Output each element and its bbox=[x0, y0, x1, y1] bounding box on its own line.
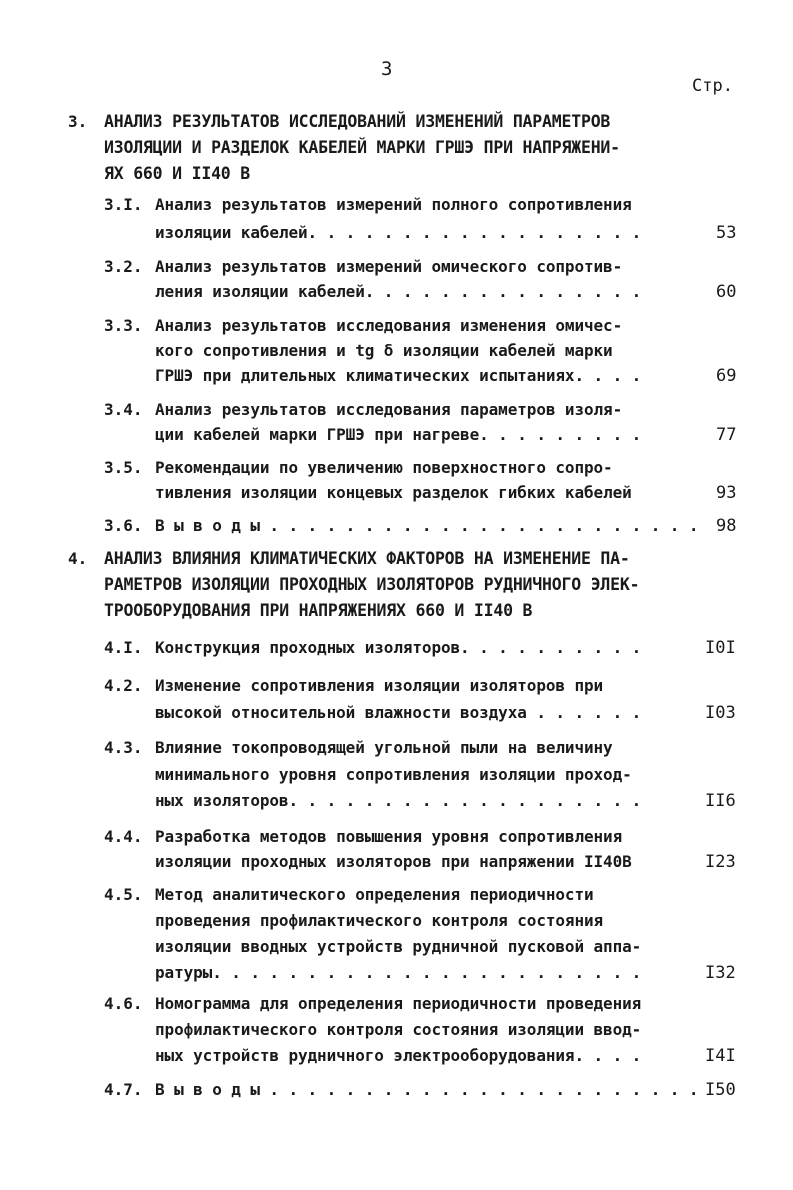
section-number: 4.4. bbox=[104, 827, 143, 846]
page-reference: II6 bbox=[705, 791, 736, 811]
section-title-line: изоляции вводных устройств рудничной пусковой аппа- bbox=[155, 937, 642, 956]
section-number: 3.I. bbox=[104, 195, 143, 214]
chapter-number: 4. bbox=[68, 549, 88, 568]
section-title-line: кого сопротивления и tg δ изоляции кабелей марки bbox=[155, 341, 613, 360]
page-reference: 98 bbox=[716, 516, 737, 536]
section-title-line: высокой относительной влажности воздуха . . . . . . bbox=[155, 703, 642, 722]
page-reference: 77 bbox=[716, 425, 737, 445]
section-title-line: Анализ результатов исследования параметров изоля- bbox=[155, 400, 623, 419]
section-title-line: Разработка методов повышения уровня сопротивления bbox=[155, 827, 623, 846]
section-title-line: Рекомендации по увеличению поверхностного сопро- bbox=[155, 458, 613, 477]
section-title-line: Анализ результатов исследования изменения омичес- bbox=[155, 316, 623, 335]
chapter-title-line: АНАЛИЗ РЕЗУЛЬТАТОВ ИССЛЕДОВАНИЙ ИЗМЕНЕНИЙ ПАРАМЕТРОВ bbox=[104, 112, 611, 131]
section-title-line: Метод аналитического определения периодичности bbox=[155, 885, 594, 904]
section-title-line: ции кабелей марки ГРШЭ при нагреве. . . . . . . . . bbox=[155, 425, 642, 444]
page-reference: I32 bbox=[705, 963, 736, 983]
section-number: 4.3. bbox=[104, 738, 143, 757]
chapter-title-line: ЯХ 660 И II40 В bbox=[104, 164, 251, 183]
section-number: 4.5. bbox=[104, 885, 143, 904]
section-title-line: ных изоляторов. . . . . . . . . . . . . . . . . . . bbox=[155, 791, 642, 810]
section-number: 3.5. bbox=[104, 458, 143, 477]
section-title-line: изоляции кабелей. . . . . . . . . . . . . . . . . . bbox=[155, 223, 642, 242]
page-reference: 93 bbox=[716, 483, 737, 503]
section-number: 4.I. bbox=[104, 638, 143, 657]
section-title-line: ГРШЭ при длительных климатических испытаниях. . . . bbox=[155, 366, 642, 385]
page-reference: I0I bbox=[705, 638, 736, 658]
section-title-line: тивления изоляции концевых разделок гибких кабелей bbox=[155, 483, 632, 502]
section-title-line: ления изоляции кабелей. . . . . . . . . . . . . . . bbox=[155, 282, 642, 301]
chapter-number: 3. bbox=[68, 112, 88, 131]
section-title-line: В ы в о д ы . . . . . . . . . . . . . . . . . . . . . . . bbox=[155, 1080, 699, 1099]
page-reference: 69 bbox=[716, 366, 737, 386]
section-title-line: проведения профилактического контроля состояния bbox=[155, 911, 604, 930]
section-title-line: Анализ результатов измерений полного сопротивления bbox=[155, 195, 632, 214]
section-title-line: ратуры. . . . . . . . . . . . . . . . . . . . . . . bbox=[155, 963, 642, 982]
section-title-line: изоляции проходных изоляторов при напряжении II40В bbox=[155, 852, 632, 871]
section-title-line: Номограмма для определения периодичности проведения bbox=[155, 994, 642, 1013]
chapter-title-line: ТРООБОРУДОВАНИЯ ПРИ НАПРЯЖЕНИЯХ 660 И II40 В bbox=[104, 601, 533, 620]
section-title-line: Влияние токопроводящей угольной пыли на величину bbox=[155, 738, 613, 757]
chapter-title-line: РАМЕТРОВ ИЗОЛЯЦИИ ПРОХОДНЫХ ИЗОЛЯТОРОВ РУДНИЧНОГО ЭЛЕК- bbox=[104, 575, 640, 594]
section-title-line: В ы в о д ы . . . . . . . . . . . . . . . . . . . . . . . bbox=[155, 516, 699, 535]
section-title-line: ных устройств рудничного электрооборудования. . . . bbox=[155, 1046, 642, 1065]
page-reference: 60 bbox=[716, 282, 737, 302]
page-reference: 53 bbox=[716, 223, 737, 243]
section-title-line: профилактического контроля состояния изоляции ввод- bbox=[155, 1020, 642, 1039]
section-title-line: Изменение сопротивления изоляции изоляторов при bbox=[155, 676, 604, 695]
section-number: 3.4. bbox=[104, 400, 143, 419]
section-number: 4.2. bbox=[104, 676, 143, 695]
chapter-title-line: АНАЛИЗ ВЛИЯНИЯ КЛИМАТИЧЕСКИХ ФАКТОРОВ НА ИЗМЕНЕНИЕ ПА- bbox=[104, 549, 630, 568]
section-number: 3.3. bbox=[104, 316, 143, 335]
section-number: 3.2. bbox=[104, 257, 143, 276]
page-number: 3 bbox=[381, 58, 393, 80]
section-title-line: Анализ результатов измерений омического сопротив- bbox=[155, 257, 623, 276]
chapter-title-line: ИЗОЛЯЦИИ И РАЗДЕЛОК КАБЕЛЕЙ МАРКИ ГРШЭ ПРИ НАПРЯЖЕНИ- bbox=[104, 138, 620, 157]
page-reference: I23 bbox=[705, 852, 736, 872]
section-number: 3.6. bbox=[104, 516, 143, 535]
page-column-label: Стр. bbox=[692, 76, 733, 96]
section-title-line: минимального уровня сопротивления изоляции проход- bbox=[155, 765, 632, 784]
page-reference: I03 bbox=[705, 703, 736, 723]
section-number: 4.6. bbox=[104, 994, 143, 1013]
page-reference: I50 bbox=[705, 1080, 736, 1100]
section-number: 4.7. bbox=[104, 1080, 143, 1099]
section-title-line: Конструкция проходных изоляторов. . . . . . . . . . bbox=[155, 638, 642, 657]
page-reference: I4I bbox=[705, 1046, 736, 1066]
